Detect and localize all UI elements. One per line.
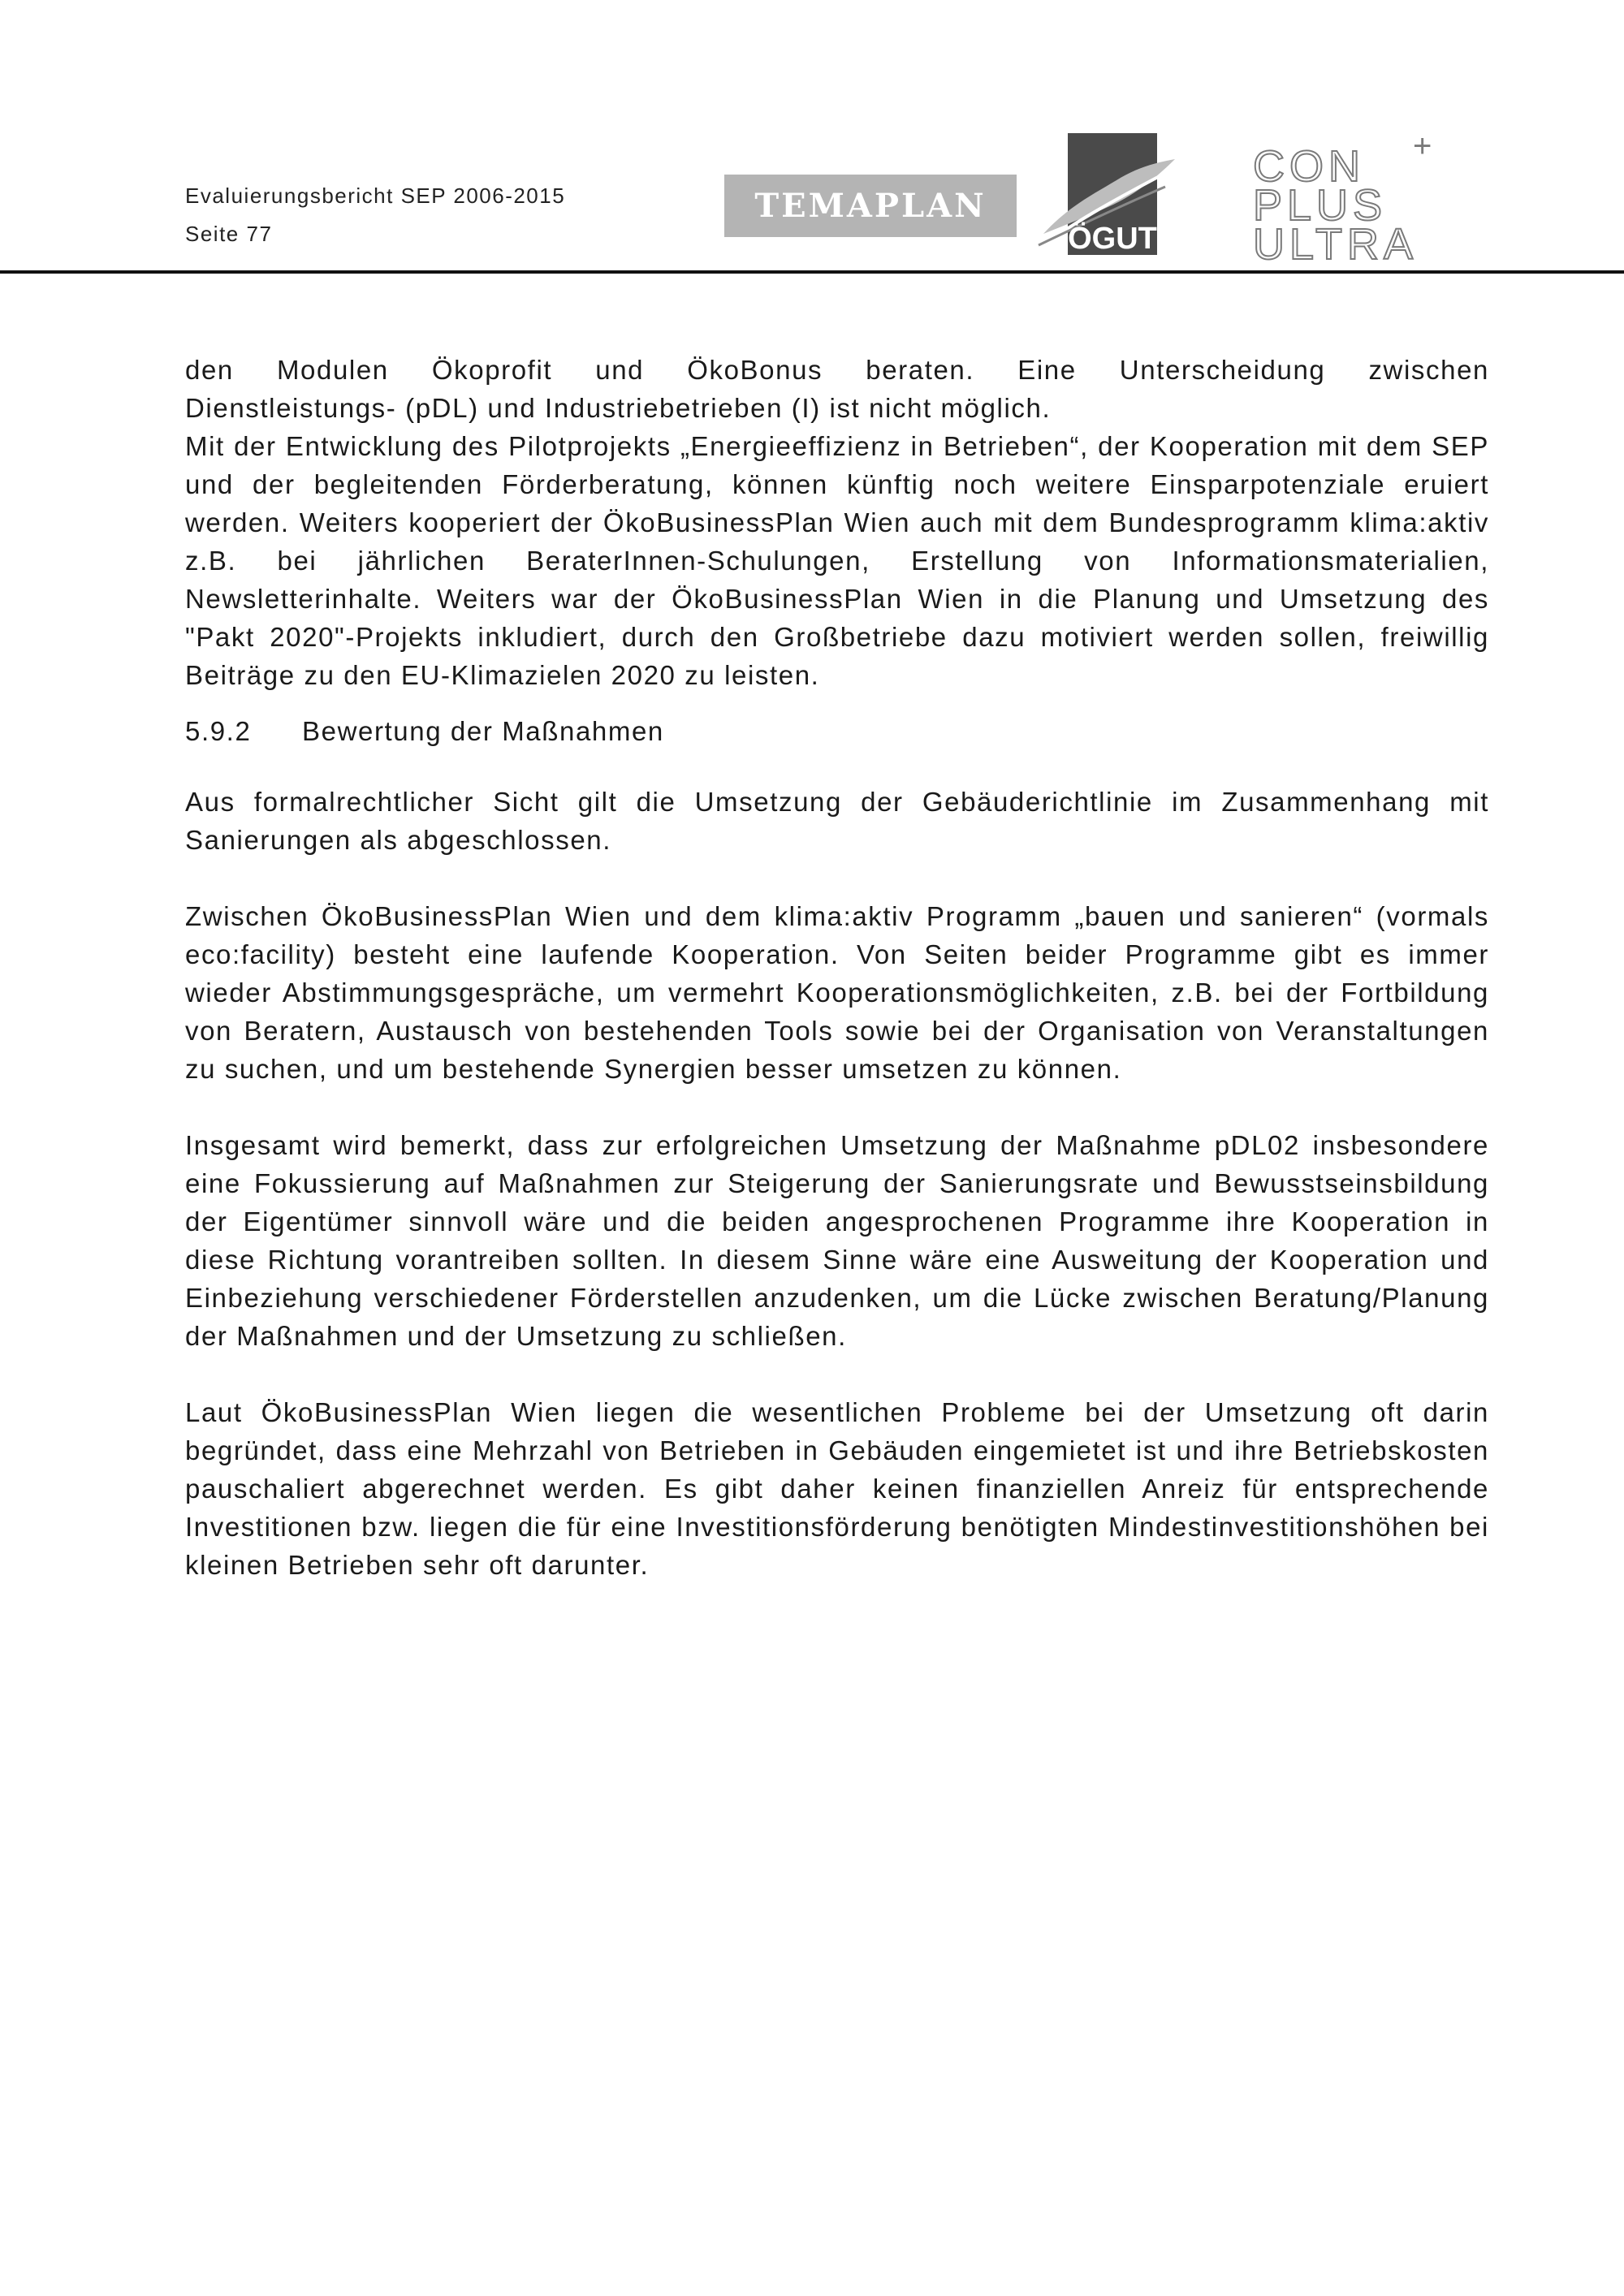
page-body: [185, 351, 1489, 1584]
paragraph-4: Zwischen ÖkoBusinessPlan Wien und dem klima:aktiv Programm „bauen und sanieren“ (vormals eco:facility) besteht eine laufende Kooperation. Von Seiten beider Programme gibt es immer wieder Abstimmungsgespräche, um vermehrt Kooperationsmöglichkeiten, z.B. bei der Fortbildung von Beratern, Austausch von bestehenden Tools sowie bei der Organisation von Veranstaltungen zu suchen, und um bestehende Synergien besser umsetzen zu können.: [185, 901, 1489, 1084]
conplusultra-logo: [1246, 134, 1449, 264]
ogut-logo: [1035, 130, 1180, 258]
page-number: Seite 77: [185, 222, 273, 246]
section-title: Bewertung der Maßnahmen: [302, 716, 664, 746]
conplus-line-ultra: ULTRA: [1253, 220, 1419, 264]
conplus-line-con: CON: [1253, 142, 1365, 191]
paragraph-1-line-1: den Modulen Ökoprofit und ÖkoBonus beraten. Eine Unterscheidung zwischen: [185, 355, 1489, 385]
conplus-line-plus: PLUS: [1253, 181, 1388, 230]
conplus-plus-mark: +: [1413, 134, 1432, 164]
section-number: 5.9.2: [185, 716, 252, 746]
temaplan-logo: TEMAPLAN: [724, 175, 1017, 237]
section-heading: [185, 712, 1489, 750]
header-divider: [0, 270, 1624, 274]
paragraph-3: Aus formalrechtlicher Sicht gilt die Umsetzung der Gebäuderichtlinie im Zusammenhang mit Sanierungen als abgeschlossen.: [185, 787, 1489, 855]
paragraph-5: Insgesamt wird bemerkt, dass zur erfolgreichen Umsetzung der Maßnahme pDL02 insbesondere eine Fokussierung auf Maßnahmen zur Steigerung der Sanierungsrate und Bewusstseinsbildung der Eigentümer sinnvoll wäre und die beiden angesprochenen Programme ihre Kooperation in diese Richtung vorantreiben sollten. In diesem Sinne wäre eine Ausweitung der Kooperation und Einbeziehung verschiedener Förderstellen anzudenken, um die Lücke zwischen Beratung/Planung der Maßnahmen und der Umsetzung zu schließen.: [185, 1130, 1489, 1351]
paragraph-6: Laut ÖkoBusinessPlan Wien liegen die wesentlichen Probleme bei der Umsetzung oft darin begründet, dass eine Mehrzahl von Betrieben in Gebäuden eingemietet ist und ihre Betriebskosten pauschaliert abgerechnet werden. Es gibt daher keinen finanziellen Anreiz für entsprechende Investitionen bzw. liegen die für eine Investitionsförderung benötigten Mindestinvestitionshöhen bei kleinen Betrieben sehr oft darunter.: [185, 1397, 1489, 1580]
paragraph-1-line-2: Dienstleistungs- (pDL) und Industriebetrieben (I) ist nicht möglich.: [185, 393, 1052, 423]
page-header: [185, 177, 565, 253]
paragraph-2: Mit der Entwicklung des Pilotprojekts „Energieeffizienz in Betrieben“, der Kooperation mit dem SEP und der begleitenden Förderberatung, können künftig noch weitere Einsparpotenziale eruiert werden. Weiters kooperiert der ÖkoBusinessPlan Wien auch mit dem Bundesprogramm klima:aktiv z.B. bei jährlichen BeraterInnen-Schulungen, Erstellung von Informationsmaterialien, Newsletterinhalte. Weiters war der ÖkoBusinessPlan Wien in die Planung und Umsetzung des "Pakt 2020"-Projekts inkludiert, durch den Großbetriebe dazu motiviert werden sollen, freiwillig Beiträge zu den EU-Klimazielen 2020 zu leisten.: [185, 431, 1489, 690]
ogut-logo-text: ÖGUT: [1068, 222, 1157, 256]
report-title: Evaluierungsbericht SEP 2006-2015: [185, 183, 566, 208]
